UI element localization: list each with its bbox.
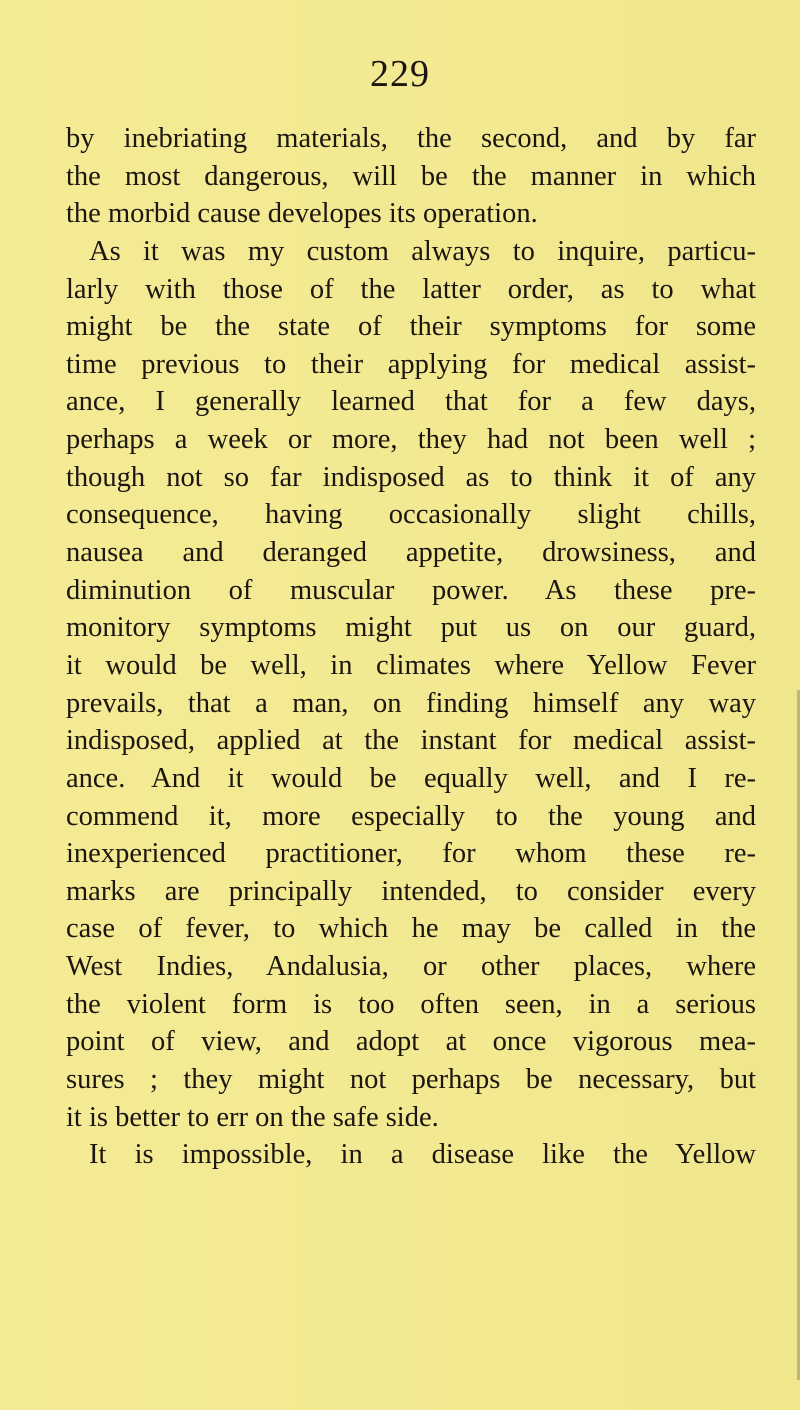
text-line: larly with those of the latter order, as to what [66, 273, 756, 305]
text-line: As it was my custom always to inquire, particu- [89, 235, 756, 267]
text-line: sures ; they might not perhaps be necessary, but [66, 1064, 756, 1096]
text-line: marks are principally intended, to consider every [66, 875, 756, 907]
text-line: the most dangerous, will be the manner in which [66, 160, 756, 192]
text-line: by inebriating materials, the second, and by far [66, 123, 756, 154]
text-line: perhaps a week or more, they had not been well ; [66, 424, 756, 456]
text-line: the morbid cause developes its operation. [66, 198, 538, 230]
text-line: time previous to their applying for medical assist- [66, 348, 756, 380]
text-line: inexperienced practitioner, for whom these re- [66, 838, 756, 870]
text-line: the violent form is too often seen, in a serious [66, 988, 756, 1020]
text-line: commend it, more especially to the young and [66, 800, 756, 832]
text-line: West Indies, Andalusia, or other places, where [66, 951, 756, 983]
text-line: point of view, and adopt at once vigorous mea- [66, 1026, 756, 1058]
text-line: though not so far indisposed as to think it of any [66, 461, 756, 493]
text-line: monitory symptoms might put us on our guard, [66, 612, 756, 644]
text-line: It is impossible, in a disease like the Yellow [89, 1139, 756, 1171]
text-line: consequence, having occasionally slight chills, [66, 499, 756, 531]
text-line: it is better to err on the safe side. [66, 1101, 439, 1133]
body-text [66, 120, 756, 1174]
text-line: diminution of muscular power. As these pre- [66, 574, 756, 606]
text-line: it would be well, in climates where Yellow Fever [66, 649, 756, 681]
text-line: might be the state of their symptoms for some [66, 311, 756, 343]
text-line: ance. And it would be equally well, and I re- [66, 762, 756, 794]
text-line: ance, I generally learned that for a few days, [66, 386, 756, 418]
text-line: case of fever, to which he may be called in the [66, 913, 756, 945]
page-number: 229 [370, 53, 430, 95]
text-line: prevails, that a man, on finding himself any way [66, 687, 756, 719]
text-line: indisposed, applied at the instant for medical assist- [66, 725, 756, 757]
text-line: nausea and deranged appetite, drowsiness, and [66, 537, 756, 569]
